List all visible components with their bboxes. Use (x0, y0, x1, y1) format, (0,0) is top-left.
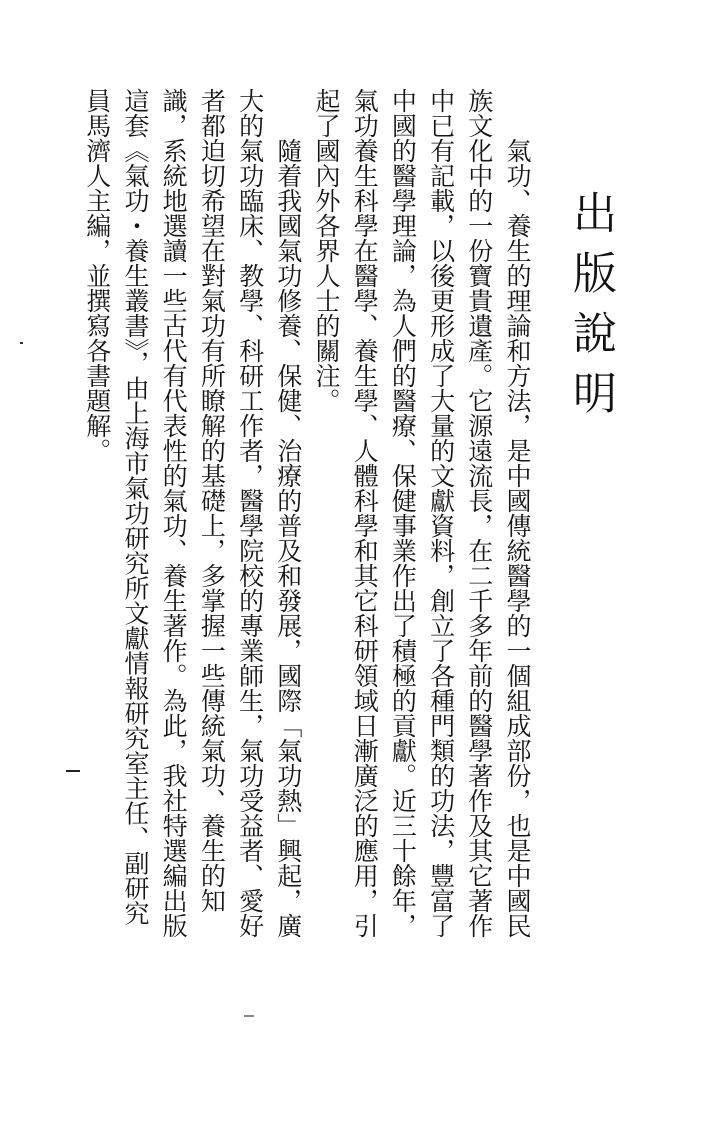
footer-mark (244, 1015, 254, 1017)
page-mark (66, 770, 80, 772)
paragraph-2: 隨着我國氣功修養、保健、治療的普及和發展，國際「氣功熱」興起，廣大的氣功臨床、教學、科研工作者，醫學院校的專業師生，氣功受益者、愛好者都迫切希望在對氣功有所瞭解的基礎上，多掌握一些傳統氣功、養生的知識，系統地選讀一些古代有代表性的氣功、養生著作。為此，我社特選編出版這套《氣功・養生叢書》，由上海市氣功研究所文獻情報研究室主任、副研究員馬濟人主編，並撰寫各書題解。 (82, 88, 303, 938)
page-title: 出版說明 (565, 190, 616, 430)
paragraph-1: 氣功、養生的理論和方法，是中國傳統醫學的一個組成部份，也是中國民族文化中的一份寶貴遺產。它源遠流長，在二千多年前的醫學著作及其它著作中已有記載，以後更形成了大量的文獻資料，創立了各種門類的功法，豐富了中國的醫學理論，為人們的醫療、保健事業作出了積極的貢獻。近三十餘年，氣功養生科學在醫學、養生學、人體科學和其它科研領域日漸廣泛的應用，引起了國內外各界人士的關注。 (311, 88, 532, 938)
margin-dot (20, 342, 23, 344)
body-text (82, 88, 536, 948)
